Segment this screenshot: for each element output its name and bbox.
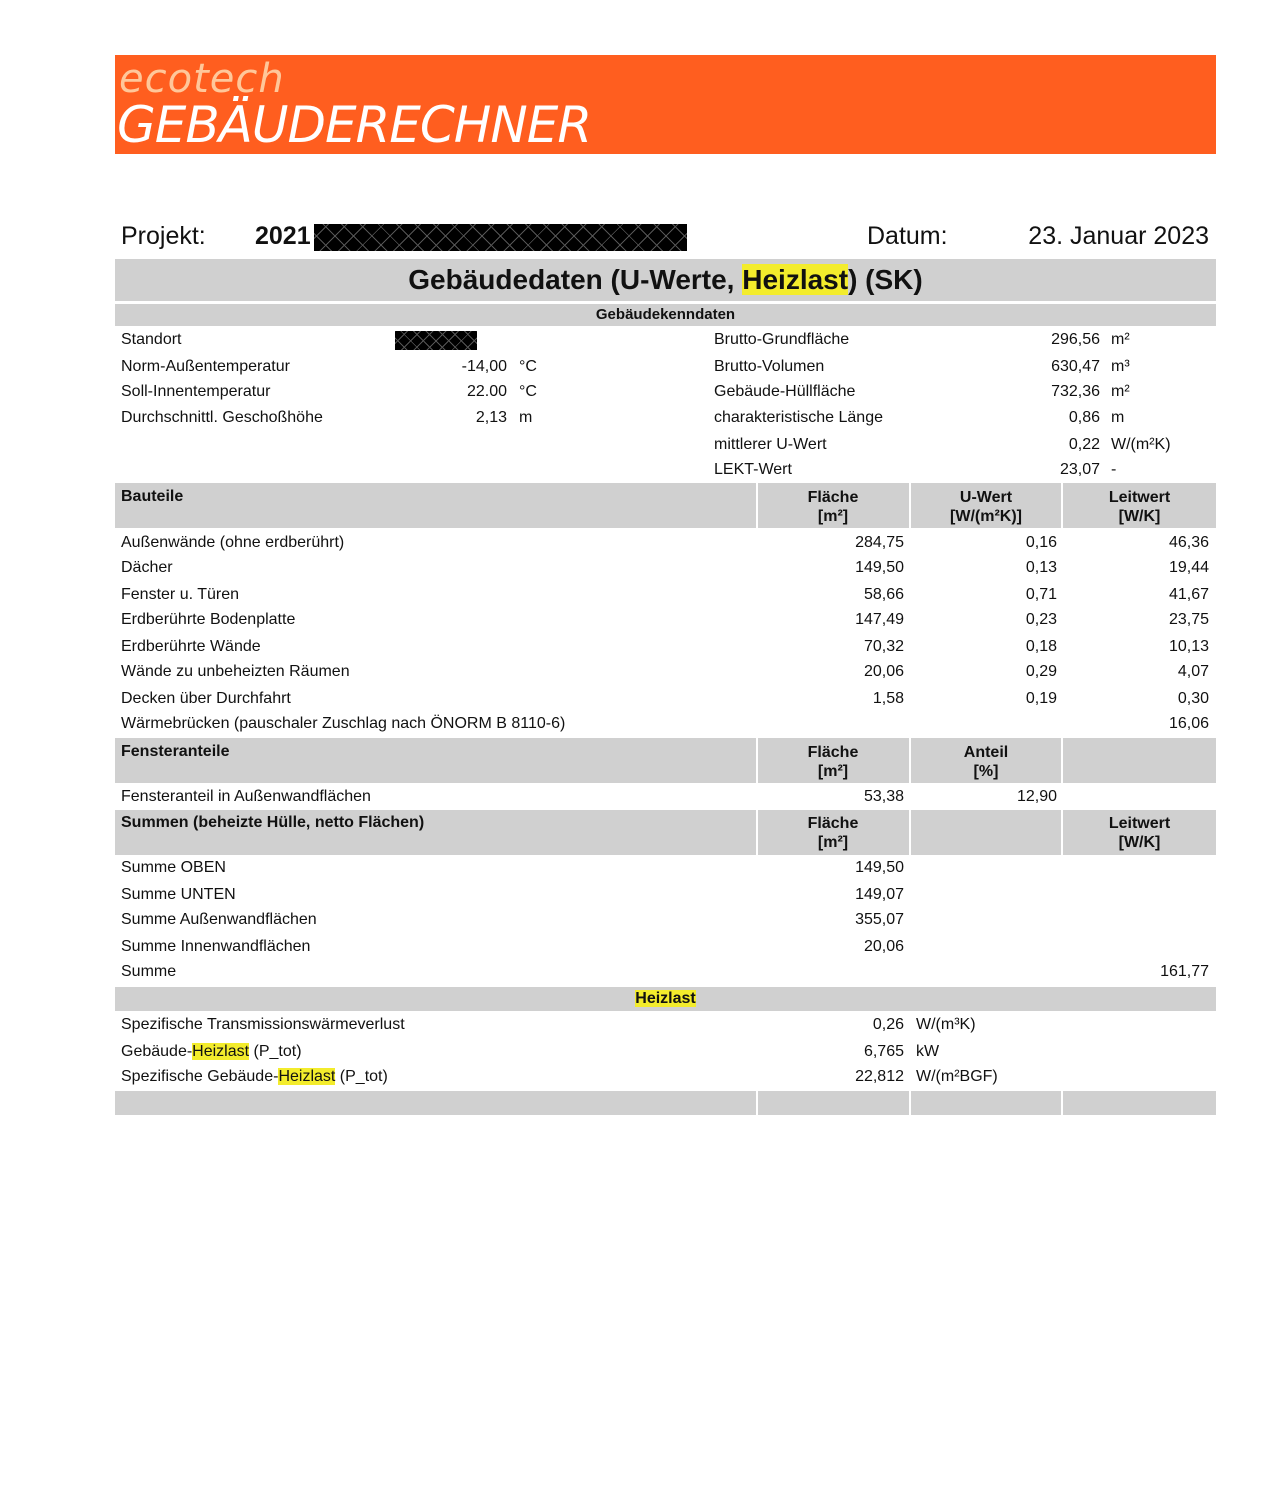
- title-highlight: Heizlast: [742, 264, 849, 295]
- summen-row-flaeche: 20,06: [863, 938, 904, 955]
- bauteile-row-flaeche: 1,58: [872, 690, 904, 707]
- summen-row-label: Summe Außenwandflächen: [121, 911, 317, 928]
- kenndaten-right-unit: m³: [1111, 358, 1130, 375]
- kenndaten-left-value: 2,13: [475, 409, 507, 426]
- heizlast-row-label-pre: Spezifische Transmissionswärmeverlust: [121, 1016, 405, 1033]
- logo-product: GEBÄUDERECHNER: [117, 96, 592, 154]
- heizlast-row-unit: kW: [916, 1043, 940, 1060]
- kenndaten-right-value: 0,22: [1068, 436, 1100, 453]
- bauteile-row-uwert: 0,13: [1025, 559, 1057, 576]
- fenster-row-label: Fensteranteil in Außenwandflächen: [121, 788, 371, 805]
- kenndaten-right-label: mittlerer U-Wert: [714, 436, 827, 453]
- bauteile-row-uwert: 0,18: [1025, 638, 1057, 655]
- bauteile-row-uwert: 0,23: [1025, 611, 1057, 628]
- bauteile-row-leitwert: 4,07: [1177, 663, 1209, 680]
- heizlast-row-label-hl: Heizlast: [278, 1068, 336, 1085]
- bauteile-row-label: Außenwände (ohne erdberührt): [121, 534, 345, 551]
- summen-row-flaeche: 149,07: [855, 886, 904, 903]
- bauteile-row-flaeche: 284,75: [855, 534, 904, 551]
- heizlast-row-value: 6,765: [863, 1043, 904, 1060]
- heizlast-row-label-post: (P_tot): [335, 1068, 388, 1085]
- summen-row-label: Summe OBEN: [121, 859, 226, 876]
- kenndaten-right-unit: m: [1111, 409, 1125, 426]
- fenster-row-anteil: 12,90: [1016, 788, 1057, 805]
- heizlast-row-unit: W/(m²BGF): [916, 1068, 998, 1085]
- summen-col-leitwert: Leitwert [W/K]: [1108, 815, 1171, 851]
- bauteile-heading: Bauteile: [121, 488, 184, 505]
- date-label: Datum:: [867, 222, 948, 250]
- heizlast-heading: Heizlast: [635, 990, 696, 1007]
- kenndaten-left-unit: °C: [519, 358, 537, 375]
- bauteile-row-uwert: 0,29: [1025, 663, 1057, 680]
- bauteile-row-leitwert: 41,67: [1168, 586, 1209, 603]
- redaction-project: [314, 224, 687, 251]
- fenster-row-flaeche: 53,38: [863, 788, 904, 805]
- bauteile-row-leitwert: 46,36: [1168, 534, 1209, 551]
- project-label: Projekt:: [121, 222, 206, 250]
- kenndaten-right-label: LEKT-Wert: [714, 461, 792, 478]
- kenndaten-left-unit: °C: [519, 383, 537, 400]
- heizlast-row-value: 22,812: [855, 1068, 904, 1085]
- bauteile-row-label: Erdberührte Wände: [121, 638, 261, 655]
- ecotech-logo: [115, 55, 1216, 154]
- kenndaten-right-value: 296,56: [1051, 331, 1100, 348]
- kenndaten-right-value: 0,86: [1068, 409, 1100, 426]
- bauteile-col-flaeche: Fläche [m²]: [807, 489, 859, 525]
- bauteile-row-label: Decken über Durchfahrt: [121, 690, 291, 707]
- kenndaten-left-label: Soll-Innentemperatur: [121, 383, 271, 400]
- kenndaten-right-label: Gebäude-Hüllfläche: [714, 383, 856, 400]
- kenndaten-right-value: 732,36: [1051, 383, 1100, 400]
- summen-heading: Summen (beheizte Hülle, netto Flächen): [121, 814, 425, 831]
- bauteile-row-label: Wärmebrücken (pauschaler Zuschlag nach ÖNORM B 8110-6): [121, 715, 566, 732]
- kenndaten-right-unit: -: [1111, 461, 1117, 478]
- title-text: Gebäudedaten (U-Werte,: [408, 264, 743, 295]
- bauteile-row-flaeche: 20,06: [863, 663, 904, 680]
- heizlast-row-label-pre: Gebäude-: [121, 1043, 193, 1060]
- bauteile-col-leitwert: Leitwert [W/K]: [1108, 489, 1171, 525]
- fenster-col-anteil: Anteil [%]: [963, 744, 1009, 780]
- footer-band: [115, 1091, 1216, 1115]
- fenster-heading: Fensteranteile: [121, 743, 230, 760]
- bauteile-row-uwert: 0,71: [1025, 586, 1057, 603]
- kenndaten-left-value: -14,00: [461, 358, 507, 375]
- bauteile-row-uwert: 0,19: [1025, 690, 1057, 707]
- redaction-standort: [395, 331, 477, 350]
- summen-row-flaeche: 355,07: [855, 911, 904, 928]
- heizlast-row-label-post: (P_tot): [249, 1043, 302, 1060]
- project-value: 2021: [255, 222, 311, 250]
- kenndaten-left-label: Durchschnittl. Geschoßhöhe: [121, 409, 323, 426]
- kenndaten-heading: Gebäudekenndaten: [115, 304, 1216, 326]
- kenndaten-right-value: 23,07: [1059, 461, 1100, 478]
- heizlast-row-label: [121, 1042, 302, 1062]
- summen-row-label: Summe Innenwandflächen: [121, 938, 311, 955]
- kenndaten-right-label: charakteristische Länge: [714, 409, 883, 426]
- kenndaten-left-label: Norm-Außentemperatur: [121, 358, 290, 375]
- kenndaten-right-label: Brutto-Grundfläche: [714, 331, 850, 348]
- heizlast-row-value: 0,26: [872, 1016, 904, 1033]
- bauteile-row-flaeche: 58,66: [863, 586, 904, 603]
- summen-row-flaeche: 149,50: [855, 859, 904, 876]
- heizlast-row-label-hl: Heizlast: [192, 1043, 250, 1060]
- bauteile-row-leitwert: 23,75: [1168, 611, 1209, 628]
- kenndaten-right-unit: m²: [1111, 383, 1130, 400]
- summen-row-label: Summe: [121, 963, 177, 980]
- bauteile-row-label: Dächer: [121, 559, 173, 576]
- bauteile-row-label: Fenster u. Türen: [121, 586, 239, 603]
- heizlast-row-label: [121, 1067, 388, 1087]
- heizlast-heading-band: [115, 987, 1216, 1011]
- heizlast-row-label: [121, 1015, 405, 1035]
- bauteile-row-flaeche: 149,50: [855, 559, 904, 576]
- kenndaten-right-unit: m²: [1111, 331, 1130, 348]
- kenndaten-left-label: Standort: [121, 331, 182, 348]
- bauteile-row-leitwert: 0,30: [1177, 690, 1209, 707]
- bauteile-row-leitwert: 19,44: [1168, 559, 1209, 576]
- summen-row-label: Summe UNTEN: [121, 886, 236, 903]
- summen-col-flaeche: Fläche [m²]: [807, 815, 859, 851]
- kenndaten-right-value: 630,47: [1051, 358, 1100, 375]
- bauteile-row-label: Wände zu unbeheizten Räumen: [121, 663, 350, 680]
- bauteile-row-flaeche: 70,32: [863, 638, 904, 655]
- page-title: [115, 259, 1216, 301]
- bauteile-row-label: Erdberührte Bodenplatte: [121, 611, 296, 628]
- date-value: 23. Januar 2023: [1028, 222, 1209, 250]
- bauteile-col-uwert: U-Wert [W/(m²K)]: [950, 489, 1022, 525]
- logo-brand: ecotech: [119, 56, 285, 102]
- kenndaten-left-unit: m: [519, 409, 533, 426]
- kenndaten-left-value: 22.00: [466, 383, 507, 400]
- bauteile-row-flaeche: 147,49: [855, 611, 904, 628]
- heizlast-row-unit: W/(m³K): [916, 1016, 976, 1033]
- kenndaten-right-unit: W/(m²K): [1111, 436, 1171, 453]
- title-suffix: ) (SK): [848, 264, 923, 295]
- bauteile-row-leitwert: 10,13: [1168, 638, 1209, 655]
- bauteile-row-uwert: 0,16: [1025, 534, 1057, 551]
- heizlast-row-label-pre: Spezifische Gebäude-: [121, 1068, 279, 1085]
- summen-row-leitwert: 161,77: [1160, 963, 1209, 980]
- bauteile-row-leitwert: 16,06: [1168, 715, 1209, 732]
- kenndaten-right-label: Brutto-Volumen: [714, 358, 825, 375]
- fenster-col-flaeche: Fläche [m²]: [807, 744, 859, 780]
